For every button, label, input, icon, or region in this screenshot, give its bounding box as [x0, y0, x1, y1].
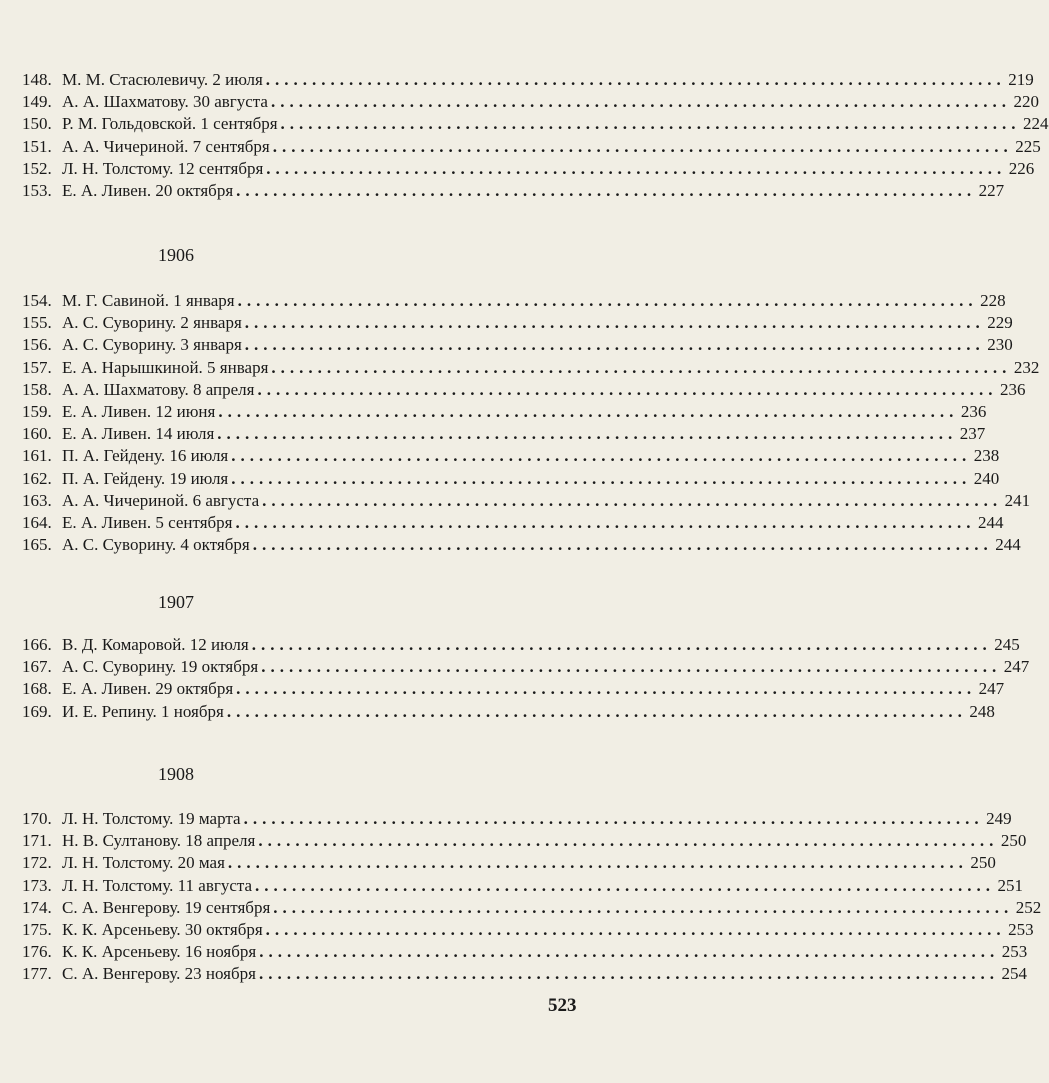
entry-page: 226	[1008, 158, 1035, 178]
toc-entry: 148. М. М. Стасюлевичу. 2 июля ................................................................................ 219	[22, 69, 582, 91]
entry-title: Е. А. Ливен. 20 октября	[62, 180, 234, 200]
entry-page: 240	[973, 468, 1000, 488]
year-heading-1907: 1907	[158, 592, 194, 612]
entry-title: Л. Н. Толстому. 11 августа	[62, 875, 253, 895]
toc-entry: 176. К. К. Арсеньеву. 16 ноября ................................................................................ 253	[22, 941, 582, 963]
leader-dots: ................................................................................	[243, 809, 984, 828]
entry-title: А. А. Чичериной. 6 августа	[62, 490, 260, 510]
entry-title: А. А. Шахматову. 8 апреля	[62, 379, 255, 399]
entry-page: 250	[970, 853, 996, 873]
toc-entry: 161. П. А. Гейдену. 16 июля ................................................................................ 238	[22, 445, 582, 467]
entry-page: 219	[1008, 70, 1034, 89]
leader-dots: ................................................................................	[235, 512, 976, 532]
entry-title: Л. Н. Толстому. 20 мая	[62, 853, 225, 873]
entry-page: 237	[959, 424, 986, 444]
entry-title: С. А. Венгерову. 19 сентября	[62, 897, 271, 917]
entry-page: 253	[1001, 942, 1028, 962]
leader-dots: ................................................................................	[258, 831, 999, 851]
entry-title: В. Д. Комаровой. 12 июля	[62, 635, 249, 654]
page-number: 523	[548, 995, 577, 1016]
toc-entry: 175. К. К. Арсеньеву. 30 октября ................................................................................ 253	[22, 919, 582, 941]
entry-page: 253	[1008, 919, 1034, 939]
toc-entry: 169. И. Е. Репину. 1 ноября ................................................................................ 248	[22, 701, 582, 723]
entry-title: А. А. Чичериной. 7 сентября	[62, 136, 270, 156]
leader-dots: ................................................................................	[259, 942, 1000, 962]
entry-title: Е. А. Ливен. 29 октября	[62, 679, 234, 699]
entry-page: 245	[994, 635, 1020, 654]
toc-entry: 159. Е. А. Ливен. 12 июня ................................................................................ 236	[22, 401, 582, 423]
year-heading-1908: 1908	[158, 764, 194, 784]
toc-entry: 177. С. А. Венгерову. 23 ноября ................................................................................ 254	[22, 963, 582, 985]
entry-title: М. М. Стасюлевичу. 2 июля	[62, 70, 263, 89]
toc-entry: 149. А. А. Шахматову. 30 августа ................................................................................ 220	[22, 91, 582, 113]
entry-title: П. А. Гейдену. 16 июля	[62, 446, 229, 466]
entry-page: 220	[1013, 92, 1039, 112]
toc-entry: 155. А. С. Суворину. 2 января ................................................................................ 229	[22, 312, 582, 334]
leader-dots: ................................................................................	[231, 446, 972, 466]
leader-dots: ................................................................................	[252, 535, 993, 555]
entry-page: 249	[986, 809, 1012, 828]
toc-entry: 170. Л. Н. Толстому. 19 марта ................................................................................ 249	[22, 808, 582, 830]
entry-page: 247	[978, 679, 1005, 699]
entry-page: 244	[995, 535, 1021, 555]
leader-dots: ................................................................................	[266, 158, 1007, 178]
entry-title: А. С. Суворину. 19 октября	[62, 657, 259, 677]
leader-dots: ................................................................................	[262, 490, 1003, 510]
leader-dots: ................................................................................	[244, 313, 985, 333]
toc-entry: 150. Р. М. Гольдовской. 1 сентября ................................................................................ 224	[22, 113, 582, 135]
toc-entry: 164. Е. А. Ливен. 5 сентября ................................................................................ 244	[22, 512, 582, 534]
toc-entry: 168. Е. А. Ливен. 29 октября ................................................................................ 247	[22, 678, 582, 700]
leader-dots: ................................................................................	[226, 701, 967, 721]
leader-dots: ................................................................................	[271, 357, 1012, 377]
leader-dots: ................................................................................	[265, 919, 1006, 939]
leader-dots: ................................................................................	[257, 379, 998, 399]
year-heading-1906: 1906	[158, 245, 194, 265]
entry-title: П. А. Гейдену. 19 июля	[62, 468, 229, 488]
toc-entry: 160. Е. А. Ливен. 14 июля ................................................................................ 237	[22, 423, 582, 445]
entry-page: 238	[973, 446, 1000, 466]
leader-dots: ................................................................................	[218, 401, 959, 421]
toc-entry: 171. Н. В. Султанову. 18 апреля ................................................................................ 250	[22, 830, 582, 852]
entry-title: Е. А. Ливен. 14 июля	[62, 424, 215, 444]
entry-page: 232	[1013, 357, 1040, 377]
entry-title: И. Е. Репину. 1 ноября	[62, 701, 224, 721]
entry-title: Н. В. Султанову. 18 апреля	[62, 831, 256, 851]
toc-entry: 174. С. А. Венгерову. 19 сентября ................................................................................ 252	[22, 897, 582, 919]
entry-title: Е. А. Ливен. 5 сентября	[62, 512, 233, 532]
entry-page: 229	[987, 313, 1013, 333]
toc-entry: 173. Л. Н. Толстому. 11 августа ................................................................................ 251	[22, 875, 582, 897]
entry-page: 247	[1003, 657, 1030, 677]
entry-page: 227	[978, 180, 1005, 200]
entry-title: К. К. Арсеньеву. 16 ноября	[62, 942, 257, 962]
entry-page: 228	[980, 291, 1006, 310]
entry-title: А. С. Суворину. 2 января	[62, 313, 242, 333]
entry-title: М. Г. Савиной. 1 января	[62, 291, 235, 310]
entry-title: Р. М. Гольдовской. 1 сентября	[62, 114, 278, 134]
toc-entry: 157. Е. А. Нарышкиной. 5 января ................................................................................ 232	[22, 357, 582, 379]
entry-page: 230	[987, 335, 1013, 355]
entry-page: 248	[969, 701, 995, 721]
entry-title: А. А. Шахматову. 30 августа	[62, 92, 268, 112]
toc-entry: 162. П. А. Гейдену. 19 июля ................................................................................ 240	[22, 468, 582, 490]
entry-page: 250	[1000, 831, 1027, 851]
entry-title: Л. Н. Толстому. 19 марта	[62, 809, 241, 828]
leader-dots: ................................................................................	[272, 136, 1013, 156]
leader-dots: ................................................................................	[236, 180, 977, 200]
entry-title: А. С. Суворину. 3 января	[62, 335, 242, 355]
leader-dots: ................................................................................	[237, 291, 978, 310]
toc-entry: 151. А. А. Чичериной. 7 сентября ................................................................................ 225	[22, 136, 582, 158]
toc-section-1907	[22, 634, 1030, 723]
leader-dots: ................................................................................	[265, 70, 1006, 89]
entry-title: С. А. Венгерову. 23 ноября	[62, 964, 256, 984]
leader-dots: ................................................................................	[231, 468, 972, 488]
leader-dots: ................................................................................	[236, 679, 977, 699]
entry-title: Л. Н. Толстому. 12 сентября	[62, 158, 264, 178]
toc-entry: 154. М. Г. Савиной. 1 января ................................................................................ 228	[22, 290, 582, 312]
entry-page: 225	[1015, 136, 1041, 156]
entry-title: Е. А. Ливен. 12 июня	[62, 401, 216, 421]
leader-dots: ................................................................................	[270, 92, 1011, 112]
entry-page: 254	[1001, 964, 1027, 984]
entry-page: 251	[997, 875, 1024, 895]
entry-title: К. К. Арсеньеву. 30 октября	[62, 919, 263, 939]
leader-dots: ................................................................................	[244, 335, 985, 355]
toc-entry: 158. А. А. Шахматову. 8 апреля ................................................................................ 236	[22, 379, 582, 401]
leader-dots: ................................................................................	[227, 853, 968, 873]
toc-entry: 167. А. С. Суворину. 19 октября ................................................................................ 247	[22, 656, 582, 678]
toc-entry: 166. В. Д. Комаровой. 12 июля ................................................................................ 245	[22, 634, 582, 656]
entry-page: 252	[1015, 897, 1042, 917]
toc-section-1908	[22, 808, 1042, 986]
leader-dots: ................................................................................	[255, 875, 996, 895]
toc-entry: 153. Е. А. Ливен. 20 октября ................................................................................ 227	[22, 180, 582, 202]
toc-entry: 163. А. А. Чичериной. 6 августа ................................................................................ 241	[22, 490, 582, 512]
toc-section-1905-continued	[22, 69, 1049, 202]
leader-dots: ................................................................................	[273, 897, 1014, 917]
leader-dots: ................................................................................	[258, 964, 999, 984]
entry-page: 241	[1004, 490, 1031, 510]
entry-title: Е. А. Нарышкиной. 5 января	[62, 357, 269, 377]
toc-entry: 156. А. С. Суворину. 3 января ................................................................................ 230	[22, 334, 582, 356]
entry-page: 244	[978, 512, 1004, 532]
leader-dots: ................................................................................	[251, 635, 992, 654]
leader-dots: ................................................................................	[261, 657, 1002, 677]
leader-dots: ................................................................................	[280, 114, 1021, 134]
leader-dots: ................................................................................	[217, 424, 958, 444]
toc-entry: 152. Л. Н. Толстому. 12 сентября ................................................................................ 226	[22, 158, 582, 180]
entry-page: 236	[960, 401, 987, 421]
toc-entry: 172. Л. Н. Толстому. 20 мая ................................................................................ 250	[22, 852, 582, 874]
entry-page: 224	[1023, 114, 1049, 134]
toc-entry: 165. А. С. Суворину. 4 октября ................................................................................ 244	[22, 534, 582, 556]
entry-title: А. С. Суворину. 4 октября	[62, 535, 250, 555]
toc-section-1906	[22, 290, 1040, 556]
entry-page: 236	[999, 379, 1026, 399]
